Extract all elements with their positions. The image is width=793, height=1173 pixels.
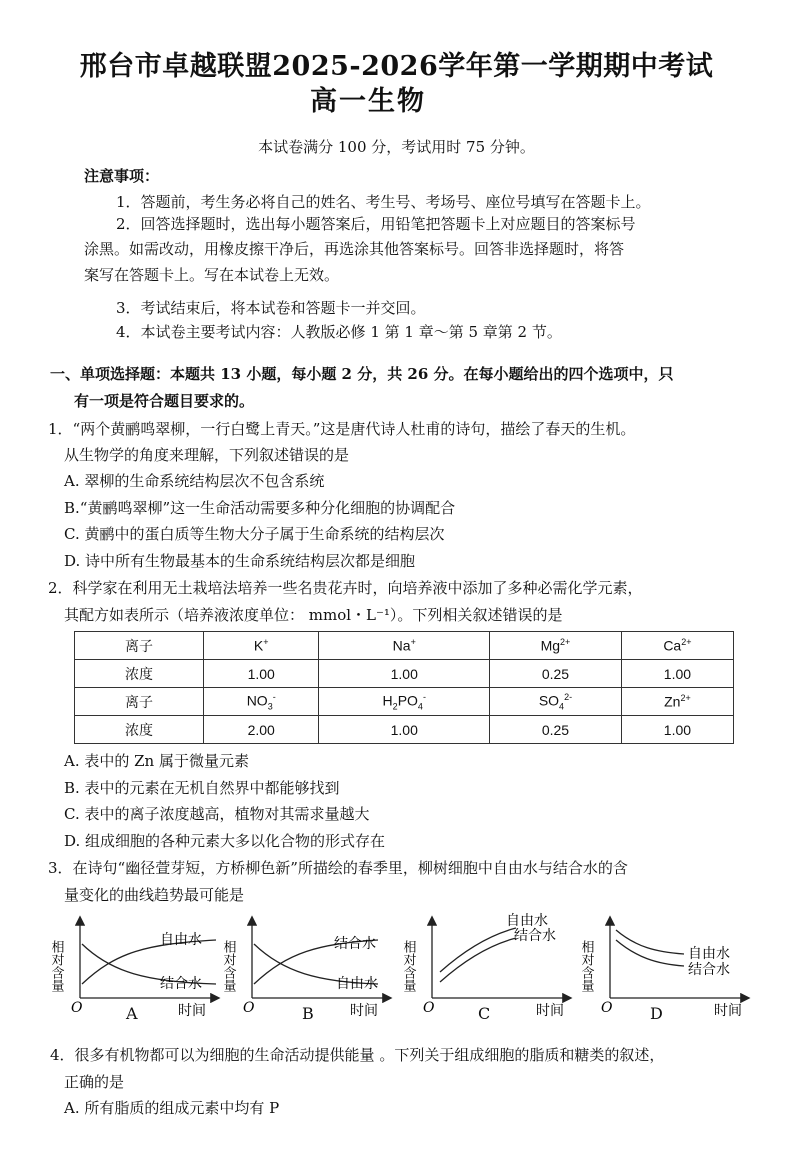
table-row <box>75 632 734 660</box>
graph-letter-a: A <box>126 1004 138 1023</box>
graph-b <box>220 912 398 1024</box>
table-cell: 0.25 <box>490 660 622 688</box>
exam-info: 本试卷满分 100 分，考试用时 75 分钟。 <box>258 138 535 156</box>
table-cell: 1.00 <box>319 716 490 744</box>
ion-zn: $Zn^{2+}$ <box>621 688 733 716</box>
ion-concentration-table <box>74 631 734 744</box>
table-cell: 浓度 <box>75 660 204 688</box>
q3-stem-line-1: 3．在诗句“幽径萱芽短，方桥柳色新”所描绘的春季里，柳树细胞中自由水与结合水的含 <box>48 859 628 877</box>
free-water-curve <box>616 930 684 954</box>
ion-h2po4: $H_2PO_4^-$ <box>319 688 490 716</box>
bound-water-label: 结合水 <box>688 962 730 978</box>
table-cell: 1.00 <box>204 660 319 688</box>
ion-so4: $SO_4^{2-}$ <box>490 688 622 716</box>
q2-option-a: A. 表中的 Zn 属于微量元素 <box>64 752 249 770</box>
graph-letter-d: D <box>650 1004 663 1023</box>
q2-stem-line-2: 其配方如表所示（培养液浓度单位： mmol・L⁻¹）。下列相关叙述错误的是 <box>64 606 563 624</box>
q4-option-a: A. 所有脂质的组成元素中均有 P <box>64 1099 280 1117</box>
origin-label: O <box>243 1000 255 1016</box>
q1-stem-line-1: 1．“两个黄鹂鸣翠柳，一行白鹭上青天。”这是唐代诗人杜甫的诗句，描绘了春天的生机。 <box>48 420 636 438</box>
graph-d <box>578 912 756 1024</box>
table-cell: 1.00 <box>621 660 733 688</box>
q3-stem-line-2: 量变化的曲线趋势最可能是 <box>64 886 245 904</box>
q1-option-b: B.“黄鹂鸣翠柳”这一生命活动需要多种分化细胞的协调配合 <box>64 499 456 517</box>
table-cell: 1.00 <box>621 716 733 744</box>
note-item-2-line-3: 案写在答题卡上。写在本试卷上无效。 <box>84 266 340 284</box>
table-cell: 离子 <box>75 688 204 716</box>
ion-no3: $NO_3^-$ <box>204 688 319 716</box>
x-axis-label: 时间 <box>178 1003 206 1019</box>
q1-option-a: A. 翠柳的生命系统结构层次不包含系统 <box>64 472 325 490</box>
ion-mg: $Mg^{2+}$ <box>490 632 622 660</box>
y-axis-label: 相对含量 <box>48 940 64 992</box>
table-row <box>75 716 734 744</box>
section-heading-line-1: 一、单项选择题：本题共 13 小题，每小题 2 分，共 26 分。在每小题给出的四个选项中，只 <box>50 365 674 383</box>
table-cell: 2.00 <box>204 716 319 744</box>
graph-letter-c: C <box>478 1004 491 1023</box>
table-row <box>75 688 734 716</box>
free-water-label: 自由水 <box>506 913 548 929</box>
q1-option-d: D. 诗中所有生物最基本的生命系统结构层次都是细胞 <box>64 552 416 570</box>
note-item-3: 3．考试结束后，将本试卷和答题卡一并交回。 <box>116 299 426 317</box>
note-item-2-line-1: 2．回答选择题时，选出每小题答案后，用铅笔把答题卡上对应题目的答案标号 <box>116 215 636 233</box>
origin-label: O <box>423 1000 435 1016</box>
table-cell: 浓度 <box>75 716 204 744</box>
q2-option-b: B. 表中的元素在无机自然界中都能够找到 <box>64 779 340 797</box>
q2-stem-line-1: 2．科学家在利用无土栽培法培养一些名贵花卉时，向培养液中添加了多种必需化学元素， <box>48 579 643 597</box>
free-water-label: 自由水 <box>160 932 202 948</box>
q4-stem-line-1: 4．很多有机物都可以为细胞的生命活动提供能量 。下列关于组成细胞的脂质和糖类的叙述， <box>50 1046 665 1064</box>
table-row <box>75 660 734 688</box>
exam-title: 邢台市卓越联盟2025-2026学年第一学期期中考试 <box>79 51 714 82</box>
q1-option-c: C. 黄鹂中的蛋白质等生物大分子属于生命系统的结构层次 <box>64 525 445 543</box>
notes-heading: 注意事项： <box>84 167 160 185</box>
q1-stem-line-2: 从生物学的角度来理解，下列叙述错误的是 <box>64 446 350 464</box>
ion-k: K+ <box>204 632 319 660</box>
note-item-4: 4．本试卷主要考试内容：人教版必修 1 第 1 章～第 5 章第 2 节。 <box>116 323 562 341</box>
ion-ca: $Ca^{2+}$ <box>621 632 733 660</box>
free-water-label: 自由水 <box>688 946 730 962</box>
graph-letter-b: B <box>302 1004 314 1023</box>
y-axis-label: 相对含量 <box>578 940 594 992</box>
graph-a <box>48 912 226 1024</box>
table-cell: 1.00 <box>319 660 490 688</box>
q4-stem-line-2: 正确的是 <box>64 1073 125 1091</box>
graph-c <box>400 912 578 1024</box>
bound-water-label: 结合水 <box>514 928 556 944</box>
bound-water-label: 结合水 <box>334 936 376 952</box>
note-item-1: 1．答题前，考生务必将自己的姓名、考生号、考场号、座位号填写在答题卡上。 <box>116 193 651 211</box>
bound-water-label: 结合水 <box>160 976 202 992</box>
free-water-curve <box>440 928 516 972</box>
note-item-2-line-2: 涂黑。如需改动，用橡皮擦干净后，再选涂其他答案标号。回答非选择题时，将答 <box>84 240 625 258</box>
section-heading-line-2: 有一项是符合题目要求的。 <box>74 392 255 410</box>
x-axis-label: 时间 <box>350 1003 378 1019</box>
q2-option-c: C. 表中的离子浓度越高，植物对其需求量越大 <box>64 805 370 823</box>
origin-label: O <box>71 1000 83 1016</box>
y-axis-label: 相对含量 <box>220 940 236 992</box>
x-axis-label: 时间 <box>714 1003 742 1019</box>
x-axis-label: 时间 <box>536 1003 564 1019</box>
table-cell: 0.25 <box>490 716 622 744</box>
origin-label: O <box>601 1000 613 1016</box>
free-water-label: 自由水 <box>336 976 378 992</box>
table-cell: 离子 <box>75 632 204 660</box>
q2-option-d: D. 组成细胞的各种元素大多以化合物的形式存在 <box>64 832 386 850</box>
ion-na: Na+ <box>319 632 490 660</box>
y-axis-label: 相对含量 <box>400 940 416 992</box>
subject-title: 高一生物 <box>310 86 426 117</box>
